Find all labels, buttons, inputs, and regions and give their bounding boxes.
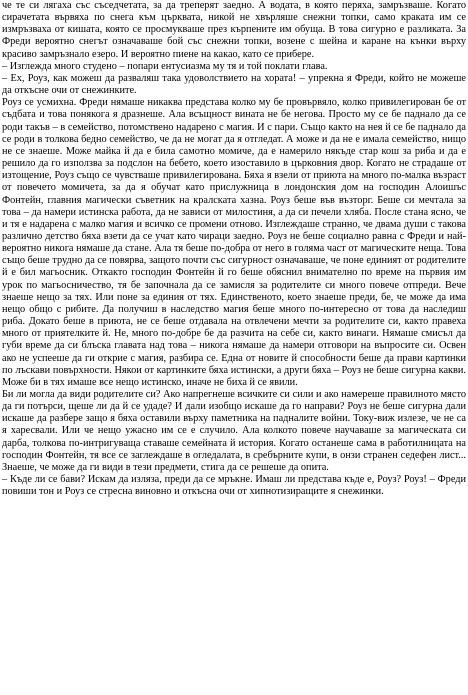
- paragraph-5: Би ли могла да види родителите си? Ако напрегнеше всичките си сили и ако намереше правилното място да ги потърси, щеше ли да й се удаде? И дали изобщо искаше да го направи? Роуз не беше сигурна дали искаше да разбере защо я бяха оставили върху паметника на падналите войни. Току-виж излезе, че не са я харесвали. Или че нещо ужасно им се е случило. Ала колкото повече научаваше за магическата си дарба, толкова по-интригуваща ставаше семейната й история. Когато останеше сама в работилницата на господин Фонтейн, тя все се заглеждаше в огледалата, в сребърните купи, в онзи странен седефен лист... Знаеше, че може да ги види в тези предмети, стига да се решеше да опита.: [2, 389, 466, 473]
- paragraph-1: че те си лягаха със съседчетата, за да треперят заедно. А водата, в която перяха, замръзваше. Когато сирачетата вървяха по снега към църквата, никой не хвърляше снежни топки, само краката им се измръзваха от кишата, която се просмукваше през кърпените им обуща. В това сигурно е разликата. За Фреди вероятно снегът означаваше бой със снежни топки, возене с шейна и каране на кънки върху красиво замръзнало езеро. И вероятно пиене на какао, като се прибере.: [2, 0, 466, 60]
- paragraph-2: – Изглежда много студено – попари ентусиазма му тя и той поклати глава.: [2, 60, 328, 72]
- paragraph-4: Роуз се усмихна. Фреди нямаше никаква представа колко му бе провървяло, колко привилегирован бе от съдбата и това понякога я дразнеше. Ала всъщност вината не бе негова. Просто му се бе паднало да се роди такъв – в семейство, потомствено надарено с магия. И с пари. Също както на нея й се бе паднало да се роди в толкова бедно семейство, че да не могат да я отгледат. А може и да не е имала семейство, нищо не се знаеше. Може майка й да е била самотно момиче, да е намерило някъде стар кош за риба и да е решило да го използва за подслон на бебето, което изоставило в църковния двор. Когато не страдаше от изтощение, Роуз също се чувстваше привилегирована. Бяха я взели от приюта на много по-малка възраст от повечето момичета, за да я обучат като прислужница в лондонския дом на господин Алоишъс Фонтейн, главния магически съветник на кралската хазна. Роуз беше във възторг. Беше си мечтала за това – да намери истинска работа, да не зависи от милостиня, а да си печели хляба. После стана ясно, че и тя е надарена с малко магия и всичко се промени отново. Изглеждаше странно, че двама души с такова различно детство бяха взети да се учат като чираци заедно. Роуз не беше социално равна с Фреди и най-вероятно никога нямаше да стане. Ала тя беше по-добра от него в голяма част от магическите неща. Това също беше трудно да се повярва, защото почти със сигурност означаваше, че поне единият от родителите й е бил магьосник. Откакто господин Фонтейн й го беше обяснил внимателно по време на първия им урок по магьосничество, тя бе започнала да се замисля за родителите си много повече отпреди. Вече знаеше нещо за тях. Или поне за единия от тях. Единственото, което знаеше преди, бе, че може да има нещо общо с рибите. Да получиш в наследство магия беше много по-интересно от това да наследиш риба. Докато беше в приюта, не се беше отдавала на отвлечени мечти за родителите си, както правеха много от приятелките й. Не, много по-добре бе да разчита на себе си, както винаги. Нямаше смисъл да губи време да си блъска главата над това – никога нямаше да намери отговори на въпросите си. Освен ако не успееше да ги открие с магия, разбира се. Една от новите й способности беше да прави картинки по лъскави повърхности. Някои от картинките бяха истински, а други бяха – Роуз не беше сигурна какви. Може би в тях имаше все нещо истинско, иначе не биха й се явили.: [2, 97, 466, 388]
- paragraph-6: – Къде ли се бави? Искам да изляза, преди да се мръкне. Имаш ли представа къде е, Роуз? Роуз! – Фреди повиши тон и Роуз се стресна виновно и откъсна очи от хипнотизиращите я снежинки.: [2, 474, 466, 498]
- paragraph-3: – Ех, Роуз, как можеш да разваляш така удоволствието на хората! – упрекна я Фреди, който не можеше да откъсне очи от снежинките.: [2, 72, 466, 97]
